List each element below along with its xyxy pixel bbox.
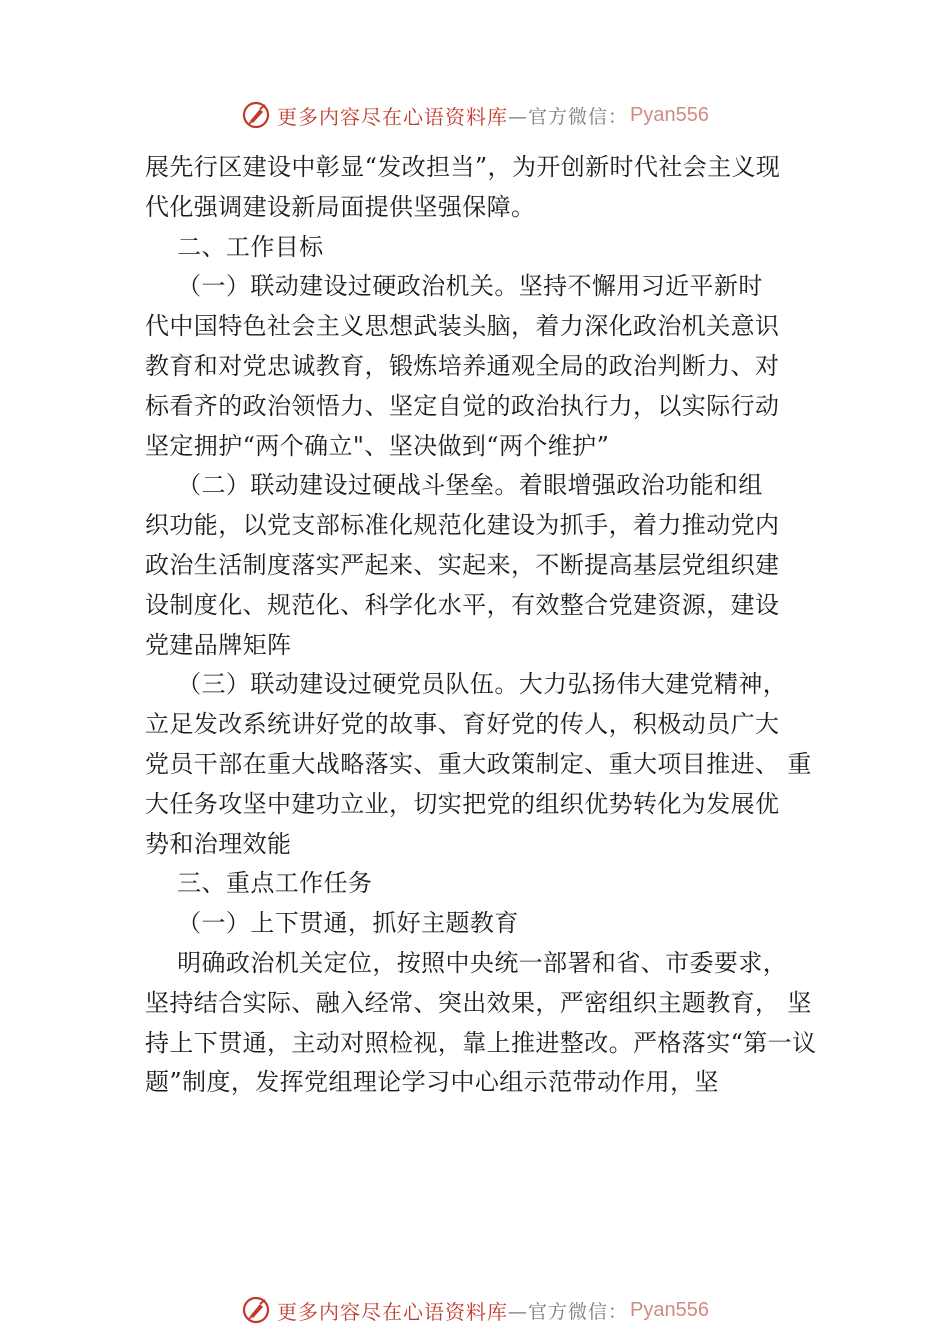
section-heading-goals: 二、工作目标	[145, 232, 324, 261]
body-line: 织功能，以党支部标准化规范化建设为抓手，着力推动党内	[145, 511, 780, 540]
document-body	[145, 148, 815, 1103]
watermark-wechat-id: Pyan556	[630, 1298, 709, 1321]
body-line: 坚持结合实际、融入经常、突出效果，严密组织主题教育， 坚	[145, 988, 812, 1017]
body-line: 坚定拥护“两个确立"、坚决做到“两个维护”	[145, 431, 610, 460]
body-line: 题”制度，发挥党组理论学习中心组示范带动作用，坚	[145, 1068, 719, 1097]
section-heading-tasks: 三、重点工作任务	[145, 869, 373, 898]
pen-nib-logo-icon	[241, 1295, 271, 1325]
body-line: 代中国特色社会主义思想武装头脑，着力深化政治机关意识	[145, 312, 780, 341]
body-line: 教育和对党忠诚教育，锻炼培养通观全局的政治判断力、对	[145, 351, 780, 380]
watermark-wechat-id: Pyan556	[630, 103, 709, 126]
body-line: 标看齐的政治领悟力、坚定自觉的政治执行力，以实际行动	[145, 391, 780, 420]
body-line: 政治生活制度落实严起来、实起来，不断提高基层党组织建	[145, 550, 780, 579]
watermark-brand-text: 更多内容尽在心语资料库	[277, 104, 508, 129]
body-line: 势和治理效能	[145, 829, 292, 858]
subsection-heading: （一）上下贯通，抓好主题教育	[145, 909, 519, 938]
header-watermark-banner	[0, 95, 950, 135]
watermark-brand-text: 更多内容尽在心语资料库	[277, 1299, 508, 1324]
body-line: 设制度化、规范化、科学化水平，有效整合党建资源，建设	[145, 590, 780, 619]
watermark-official-label: —官方微信：	[508, 105, 629, 128]
body-line: 立足发改系统讲好党的故事、育好党的传人，积极动员广大	[145, 710, 780, 739]
body-line: 展先行区建设中彰显“发改担当”，为开创新时代社会主义现	[145, 153, 781, 181]
body-line: 大任务攻坚中建功立业，切实把党的组织优势转化为发展优	[145, 789, 780, 818]
body-line: 党建品牌矩阵	[145, 630, 292, 659]
body-line: 明确政治机关定位，按照中央统一部署和省、市委要求，	[145, 948, 788, 977]
body-line: （一）联动建设过硬政治机关。坚持不懈用习近平新时	[145, 272, 763, 301]
body-line: 持上下贯通，主动对照检视，靠上推进整改。严格落实“第一议	[145, 1028, 817, 1057]
watermark-official-label: —官方微信：	[508, 1300, 629, 1323]
body-line: （三）联动建设过硬党员队伍。大力弘扬伟大建党精神，	[145, 670, 788, 699]
body-line: 党员干部在重大战略落实、重大政策制定、重大项目推进、 重	[145, 749, 812, 778]
body-line: （二）联动建设过硬战斗堡垒。着眼增强政治功能和组	[145, 471, 763, 500]
pen-nib-logo-icon	[241, 100, 271, 130]
footer-watermark-banner	[0, 1290, 950, 1330]
body-line: 代化强调建设新局面提供坚强保障。	[145, 192, 536, 221]
